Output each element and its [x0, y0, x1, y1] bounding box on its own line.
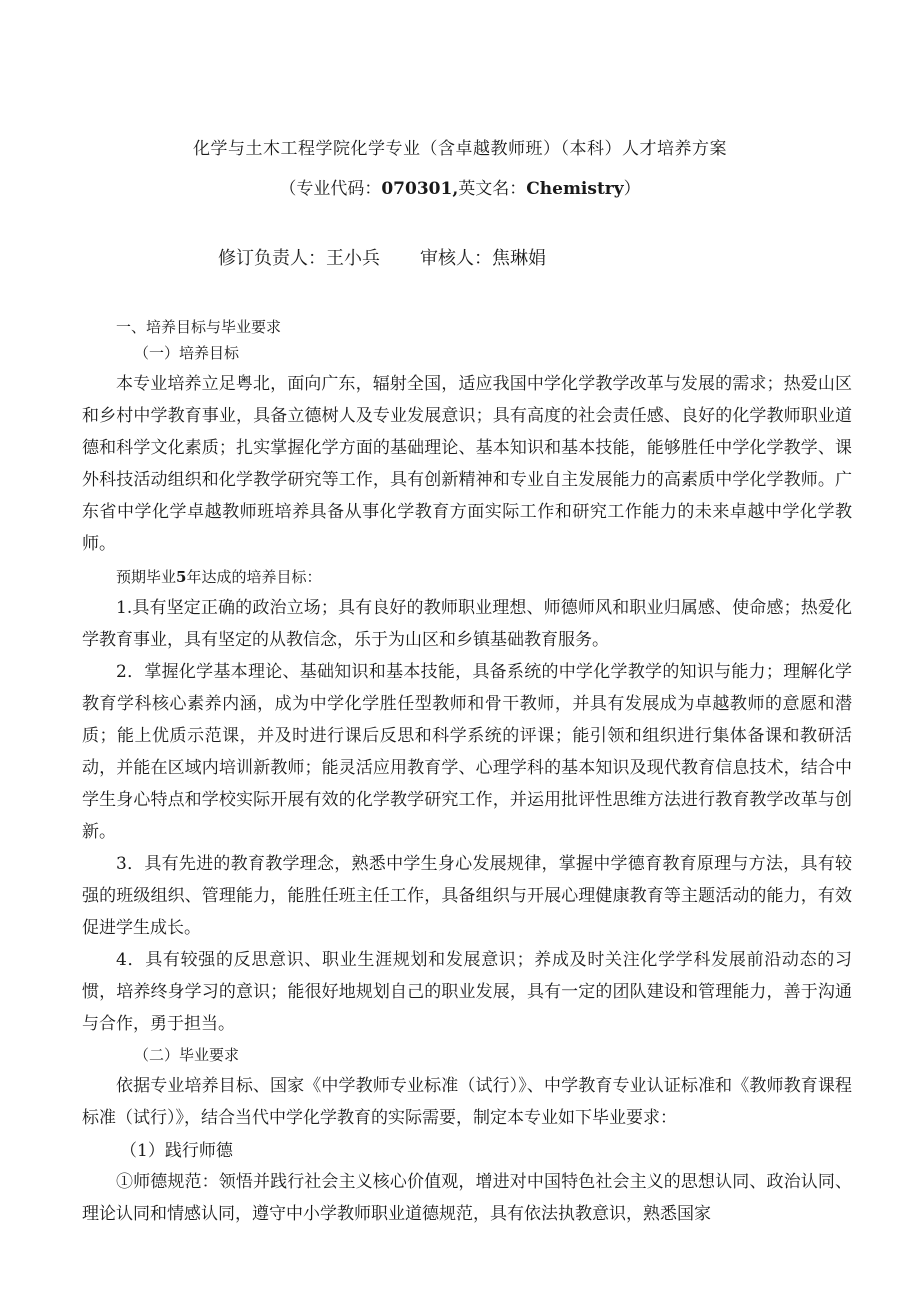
goal-item-3: 3．具有先进的教育教学理念，熟悉中学生身心发展规律，掌握中学德育教育原理与方法，具有较强的班级组织、管理能力，能胜任班主任工作，具备组织与开展心理健康教育等主题活动的能力，有效促进学生成长。: [82, 854, 852, 938]
major-code: 070301,: [381, 179, 459, 199]
document-subtitle: [0, 174, 920, 199]
goal-item-2: 2．掌握化学基本理论、基础知识和基本技能，具备系统的中学化学教学的知识与能力；理解化学教育学科核心素养内涵，成为中学化学胜任型教师和骨干教师，并具有发展成为卓越教师的意愿和潜质；能上优质示范课，并及时进行课后反思和科学系统的评课；能引领和组织进行集体备课和教研活动，并能在区域内培训新教师；能灵活应用教育学、心理学科的基本知识及现代教育信息技术，结合中学生身心特点和学校实际开展有效的化学教学研究工作，并运用批评性思维方法进行教育教学改革与创新。: [82, 662, 852, 842]
subsection-heading-requirements: （二）毕业要求: [134, 1046, 240, 1064]
english-name: Chemistry: [526, 179, 624, 199]
goal-item-1: 1.具有坚定正确的政治立场；具有良好的教师职业理想、师德师风和职业归属感、使命感；热爱化学教育事业，具有坚定的从教信念，乐于为山区和乡镇基础教育服务。: [82, 598, 852, 650]
reviser-label: 修订负责人：王小兵: [218, 248, 380, 269]
reviser-line: [218, 244, 546, 270]
expected-goals-heading: [82, 566, 852, 588]
requirement-paragraph: 依据专业培养目标、国家《中学教师专业标准（试行）》、中学教育专业认证标准和《教师教育课程标准（试行）》，结合当代中学化学教育的实际需要，制定本专业如下毕业要求：: [82, 1076, 852, 1128]
expected-years: 5: [176, 568, 187, 586]
document-title: 化学与土木工程学院化学专业（含卓越教师班）（本科）人才培养方案: [193, 139, 727, 159]
practice-ethics-heading: （1）践行师德: [120, 1141, 233, 1161]
ethics-norms-item: ①师德规范：领悟并践行社会主义核心价值观，增进对中国特色社会主义的思想认同、政治认同、理论认同和情感认同，遵守中小学教师职业道德规范，具有依法执教意识，熟悉国家: [82, 1172, 852, 1224]
subtitle-mid: 英文名：: [458, 179, 527, 199]
goal-paragraph: 本专业培养立足粤北，面向广东，辐射全国，适应我国中学化学教学改革与发展的需求；热爱山区和乡村中学教育事业，具备立德树人及专业发展意识；具有高度的社会责任感、良好的化学教师职业道德和科学文化素质；扎实掌握化学方面的基础理论、基本知识和基本技能，能够胜任中学化学教学、课外科技活动组织和化学教学研究等工作，具有创新精神和专业自主发展能力的高素质中学化学教师。广东省中学化学卓越教师班培养具备从事化学教育方面实际工作和研究工作能力的未来卓越中学化学教师。: [82, 374, 852, 554]
document-body: [82, 316, 852, 1230]
goal-item-4: 4．具有较强的反思意识、职业生涯规划和发展意识；养成及时关注化学学科发展前沿动态的习惯，培养终身学习的意识；能很好地规划自己的职业发展，具有一定的团队建设和管理能力，善于沟通与合作，勇于担当。: [82, 950, 852, 1034]
subsection-heading-goals: （一）培养目标: [134, 344, 240, 362]
expected-suffix: 年达成的培养目标：: [186, 568, 322, 586]
section-heading: 一、培养目标与毕业要求: [116, 318, 282, 336]
subtitle-prefix: （专业代码：: [279, 179, 382, 199]
reviewer-label: 审核人：焦琳娟: [420, 248, 546, 269]
subtitle-suffix: ）: [623, 179, 641, 199]
expected-prefix: 预期毕业: [116, 568, 177, 586]
